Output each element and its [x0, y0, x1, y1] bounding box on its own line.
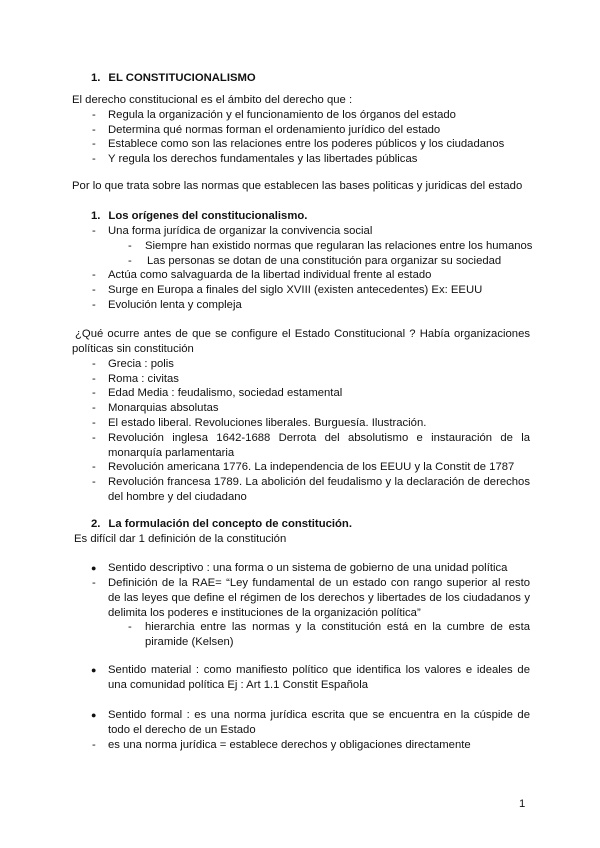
page-number: 1	[519, 798, 526, 810]
summary: Por lo que trata sobre las normas que establecen las bases politicas y juridicas del estado	[72, 180, 523, 192]
heading-number: 2.	[91, 518, 101, 530]
item-text: Actúa como salvaguarda de la libertad individual frente al estado	[108, 269, 432, 281]
bullet-marker: ●	[91, 665, 97, 675]
dash-marker: -	[92, 269, 96, 281]
dash-marker: -	[92, 284, 96, 296]
title-text: EL CONSTITUCIONALISMO	[108, 72, 256, 84]
dash-marker: -	[92, 299, 96, 311]
list-item	[92, 152, 418, 167]
intro: El derecho constitucional es el ámbito del derecho que :	[72, 94, 353, 106]
heading-text: La formulación del concepto de constitución.	[108, 518, 352, 530]
item-text: Surge en Europa a finales del siglo XVIII (existen antecedentes) Ex: EEUU	[108, 284, 483, 296]
dash-marker: -	[128, 621, 132, 633]
item-text: es una norma jurídica = establece derechos y obligaciones directamente	[108, 739, 471, 751]
item-text: Edad Media : feudalismo, sociedad estamental	[108, 387, 343, 399]
list-item	[92, 475, 530, 505]
item-text: Sentido material : como manifiesto político que identifica los valores e ideales de una comunidad política Ej : Art 1.1 Constit Española	[108, 664, 530, 691]
item-text: Grecia : polis	[108, 358, 174, 370]
item-text: Revolución inglesa 1642-1688 Derrota del absolutismo e instauración de la monarquía parlamentaria	[108, 432, 530, 459]
list-item	[92, 283, 483, 298]
list-item	[92, 268, 432, 283]
dash-marker: -	[92, 358, 96, 370]
item-text: Siempre han existido normas que regularan las relaciones entre los humanos	[145, 240, 533, 252]
section1-heading	[91, 209, 307, 224]
dash-marker: -	[92, 739, 96, 751]
item-text: Revolución americana 1776. La independencia de los EEUU y la Constit de 1787	[108, 461, 515, 473]
title-number: 1.	[91, 72, 101, 84]
dash-marker: -	[92, 577, 96, 589]
question: ¿Qué ocurre antes de que se configure el Estado Constitucional ? Había organizaciones políticas sin constitución	[72, 328, 530, 355]
list-item	[92, 416, 427, 431]
item-text: Una forma jurídica de organizar la convivencia social	[108, 225, 373, 237]
sub-item	[128, 239, 533, 254]
dash-marker: -	[92, 109, 96, 121]
item-text: Evolución lenta y compleja	[108, 299, 242, 311]
dash-marker: -	[128, 240, 132, 252]
dash-marker: -	[92, 225, 96, 237]
list-item	[92, 108, 456, 123]
bullet-marker: ●	[91, 563, 97, 573]
item-text: Regula la organización y el funcionamiento de los órganos del estado	[108, 109, 456, 121]
heading-number: 1.	[91, 210, 101, 222]
item-text: hierarchia entre las normas y la constitución está en la cumbre de esta piramide (Kelsen)	[145, 621, 530, 648]
item-text: Definición de la RAE= “Ley fundamental de un estado con rango superior al resto de las leyes que define el régimen de los derechos y libertades de los ciudadanos y delimita los poderes e instituciones de la organización política”	[108, 577, 530, 619]
list-item	[92, 372, 179, 387]
list-item	[92, 137, 505, 152]
dash-marker: -	[128, 255, 132, 267]
list-item	[92, 576, 530, 620]
item-text: Sentido formal : es una norma jurídica escrita que se encuentra en la cúspide de todo el derecho de un Estado	[108, 709, 530, 736]
list-item	[92, 401, 219, 416]
item-text: Roma : civitas	[108, 373, 179, 385]
list-item	[92, 224, 373, 239]
list-item	[92, 298, 242, 313]
dash-marker: -	[92, 402, 96, 414]
bullet-item	[91, 561, 508, 576]
dash-marker: -	[92, 373, 96, 385]
item-text: Las personas se dotan de una constitución para organizar su sociedad	[147, 255, 502, 267]
dash-marker: -	[92, 124, 96, 136]
dash-marker: -	[92, 476, 96, 488]
item-text: Revolución francesa 1789. La abolición del feudalismo y la declaración de derechos del hombre y del ciudadano	[108, 476, 530, 503]
item-text: Monarquias absolutas	[108, 402, 219, 414]
dash-marker: -	[92, 432, 96, 444]
list-item	[92, 460, 515, 475]
dash-marker: -	[92, 138, 96, 150]
item-text: Determina qué normas forman el ordenamiento jurídico del estado	[108, 124, 441, 136]
list-item	[92, 431, 530, 461]
bullet-item	[91, 708, 530, 738]
item-text: Y regula los derechos fundamentales y las libertades públicas	[108, 153, 418, 165]
item-text: Establece como son las relaciones entre los poderes públicos y los ciudadanos	[108, 138, 505, 150]
bullet-marker: ●	[91, 710, 97, 720]
item-text: Sentido descriptivo : una forma o un sistema de gobierno de una unidad política	[108, 562, 508, 574]
list-item	[92, 738, 471, 753]
dash-marker: -	[92, 417, 96, 429]
heading-text: Los orígenes del constitucionalismo.	[108, 210, 308, 222]
item-text: El estado liberal. Revoluciones liberales. Burguesía. Ilustración.	[108, 417, 427, 429]
section2-heading	[91, 517, 352, 532]
list-item	[92, 386, 343, 401]
dash-marker: -	[92, 461, 96, 473]
sub-item	[128, 254, 502, 269]
sub-item	[128, 620, 530, 650]
dash-marker: -	[92, 153, 96, 165]
list-item	[92, 123, 441, 138]
bullet-item	[91, 663, 530, 693]
list-item	[92, 357, 174, 372]
section2-intro: Es difícil dar 1 definición de la constitución	[74, 533, 287, 545]
doc-title	[91, 71, 256, 86]
dash-marker: -	[92, 387, 96, 399]
